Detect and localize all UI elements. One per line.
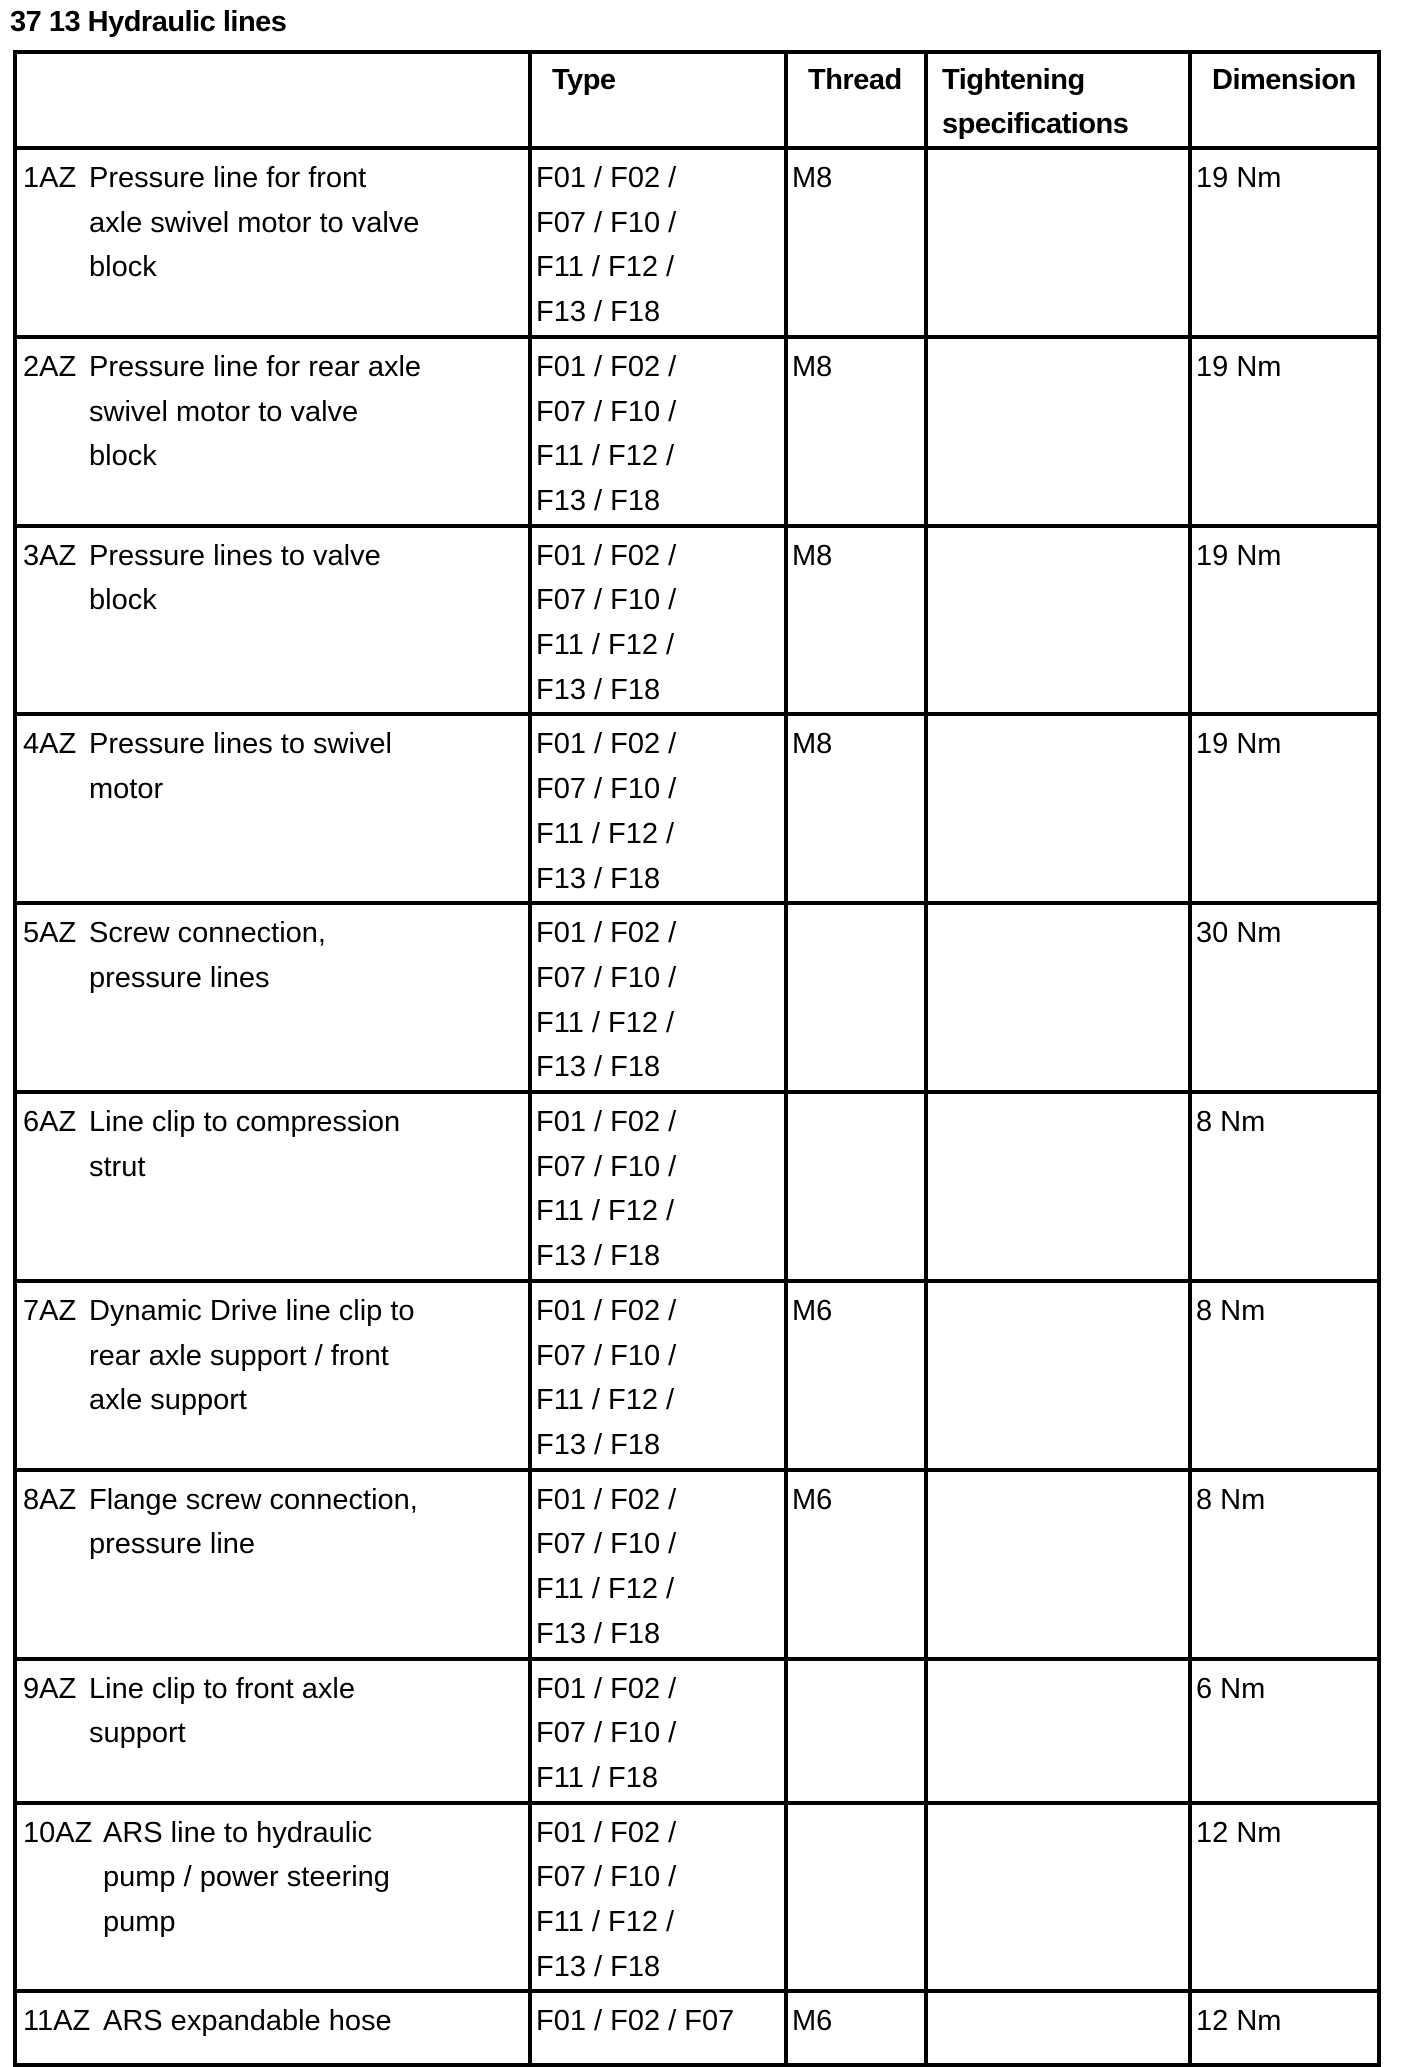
header-type-label: Type bbox=[552, 64, 616, 96]
tightening-cell bbox=[926, 714, 1190, 903]
item-cell bbox=[15, 714, 530, 903]
item-id: 10AZ bbox=[23, 1816, 93, 1849]
item-cell bbox=[15, 1470, 530, 1659]
table-row bbox=[15, 714, 1379, 903]
tightening-cell bbox=[926, 526, 1190, 715]
tightening-cell bbox=[926, 1991, 1190, 2065]
item-cell bbox=[15, 526, 530, 715]
type-cell: F01 / F02 / F07 bbox=[530, 1991, 786, 2065]
item-cell bbox=[15, 1991, 530, 2065]
dimension-cell: 19 Nm bbox=[1190, 148, 1379, 337]
thread-cell: M8 bbox=[786, 714, 926, 903]
item-description: Line clip to front axle support bbox=[89, 1672, 355, 1750]
table-row bbox=[15, 903, 1379, 1092]
header-type bbox=[530, 52, 786, 148]
table-row bbox=[15, 148, 1379, 337]
tightening-cell bbox=[926, 1281, 1190, 1470]
thread-cell: M6 bbox=[786, 1470, 926, 1659]
table-row bbox=[15, 1991, 1379, 2065]
item-id: 3AZ bbox=[23, 539, 77, 572]
type-cell: F01 / F02 / F07 / F10 / F11 / F12 / F13 / F18 bbox=[530, 1470, 786, 1659]
tightening-cell bbox=[926, 1092, 1190, 1281]
tightening-cell bbox=[926, 1659, 1190, 1803]
type-cell: F01 / F02 / F07 / F10 / F11 / F12 / F13 / F18 bbox=[530, 148, 786, 337]
table-row bbox=[15, 1470, 1379, 1659]
hydraulic-lines-table bbox=[13, 50, 1381, 2067]
item-cell bbox=[15, 148, 530, 337]
thread-cell bbox=[786, 903, 926, 1092]
type-cell: F01 / F02 / F07 / F10 / F11 / F12 / F13 / F18 bbox=[530, 714, 786, 903]
thread-cell bbox=[786, 1092, 926, 1281]
header-thread bbox=[786, 52, 926, 148]
item-id: 6AZ bbox=[23, 1106, 77, 1139]
item-id: 1AZ bbox=[23, 162, 77, 194]
item-description: ARS line to hydraulic pump / power steering pump bbox=[103, 1816, 390, 1939]
dimension-cell: 12 Nm bbox=[1190, 1991, 1379, 2065]
item-description: Pressure lines to valve block bbox=[89, 539, 381, 617]
item-id: 8AZ bbox=[23, 1483, 77, 1516]
thread-cell bbox=[786, 1803, 926, 1992]
dimension-cell: 19 Nm bbox=[1190, 714, 1379, 903]
item-cell bbox=[15, 1092, 530, 1281]
header-row bbox=[15, 52, 1379, 148]
header-item bbox=[15, 52, 530, 148]
dimension-cell: 12 Nm bbox=[1190, 1803, 1379, 1992]
item-cell bbox=[15, 337, 530, 526]
table-row bbox=[15, 1281, 1379, 1470]
header-dimension-label: Dimension bbox=[1212, 64, 1356, 96]
item-description: Line clip to compression strut bbox=[89, 1106, 401, 1183]
item-cell bbox=[15, 1803, 530, 1992]
dimension-cell: 6 Nm bbox=[1190, 1659, 1379, 1803]
type-cell: F01 / F02 / F07 / F10 / F11 / F12 / F13 / F18 bbox=[530, 1281, 786, 1470]
item-cell bbox=[15, 903, 530, 1092]
item-description: ARS expandable hose bbox=[103, 2005, 392, 2038]
section-title: 37 13 Hydraulic lines bbox=[10, 6, 287, 38]
dimension-cell: 30 Nm bbox=[1190, 903, 1379, 1092]
item-cell bbox=[15, 1659, 530, 1803]
table-row bbox=[15, 526, 1379, 715]
table-row bbox=[15, 1803, 1379, 1992]
dimension-cell: 8 Nm bbox=[1190, 1470, 1379, 1659]
item-id: 2AZ bbox=[23, 350, 77, 383]
item-description: Dynamic Drive line clip to rear axle support / front axle support bbox=[89, 1294, 415, 1417]
thread-cell: M8 bbox=[786, 337, 926, 526]
item-cell bbox=[15, 1281, 530, 1470]
thread-cell: M6 bbox=[786, 1281, 926, 1470]
tightening-cell bbox=[926, 903, 1190, 1092]
header-dimension bbox=[1190, 52, 1379, 148]
tightening-cell bbox=[926, 1470, 1190, 1659]
dimension-cell: 8 Nm bbox=[1190, 1092, 1379, 1281]
type-cell: F01 / F02 / F07 / F10 / F11 / F18 bbox=[530, 1659, 786, 1803]
item-id: 7AZ bbox=[23, 1294, 77, 1327]
tightening-cell bbox=[926, 148, 1190, 337]
thread-cell: M6 bbox=[786, 1991, 926, 2065]
thread-cell: M8 bbox=[786, 526, 926, 715]
tightening-cell bbox=[926, 337, 1190, 526]
item-id: 4AZ bbox=[23, 728, 77, 761]
table-row bbox=[15, 1092, 1379, 1281]
header-tightening bbox=[926, 52, 1190, 148]
item-id: 5AZ bbox=[23, 917, 77, 950]
header-tightening-label: Tightening specifications bbox=[942, 64, 1129, 140]
dimension-cell: 19 Nm bbox=[1190, 337, 1379, 526]
item-description: Flange screw connection, pressure line bbox=[89, 1483, 418, 1561]
item-id: 9AZ bbox=[23, 1672, 77, 1705]
type-cell: F01 / F02 / F07 / F10 / F11 / F12 / F13 / F18 bbox=[530, 526, 786, 715]
item-description: Pressure lines to swivel motor bbox=[89, 728, 392, 806]
type-cell: F01 / F02 / F07 / F10 / F11 / F12 / F13 / F18 bbox=[530, 903, 786, 1092]
type-cell: F01 / F02 / F07 / F10 / F11 / F12 / F13 / F18 bbox=[530, 1803, 786, 1992]
thread-cell: M8 bbox=[786, 148, 926, 337]
item-description: Screw connection, pressure lines bbox=[89, 917, 326, 994]
type-cell: F01 / F02 / F07 / F10 / F11 / F12 / F13 / F18 bbox=[530, 1092, 786, 1281]
item-description: Pressure line for rear axle swivel motor to valve block bbox=[89, 350, 422, 473]
thread-cell bbox=[786, 1659, 926, 1803]
type-cell: F01 / F02 / F07 / F10 / F11 / F12 / F13 / F18 bbox=[530, 337, 786, 526]
dimension-cell: 8 Nm bbox=[1190, 1281, 1379, 1470]
item-description: Pressure line for front axle swivel motor to valve block bbox=[89, 162, 420, 284]
dimension-cell: 19 Nm bbox=[1190, 526, 1379, 715]
table-row bbox=[15, 1659, 1379, 1803]
tightening-cell bbox=[926, 1803, 1190, 1992]
header-thread-label: Thread bbox=[808, 64, 902, 96]
table-row bbox=[15, 337, 1379, 526]
item-id: 11AZ bbox=[23, 2005, 91, 2038]
